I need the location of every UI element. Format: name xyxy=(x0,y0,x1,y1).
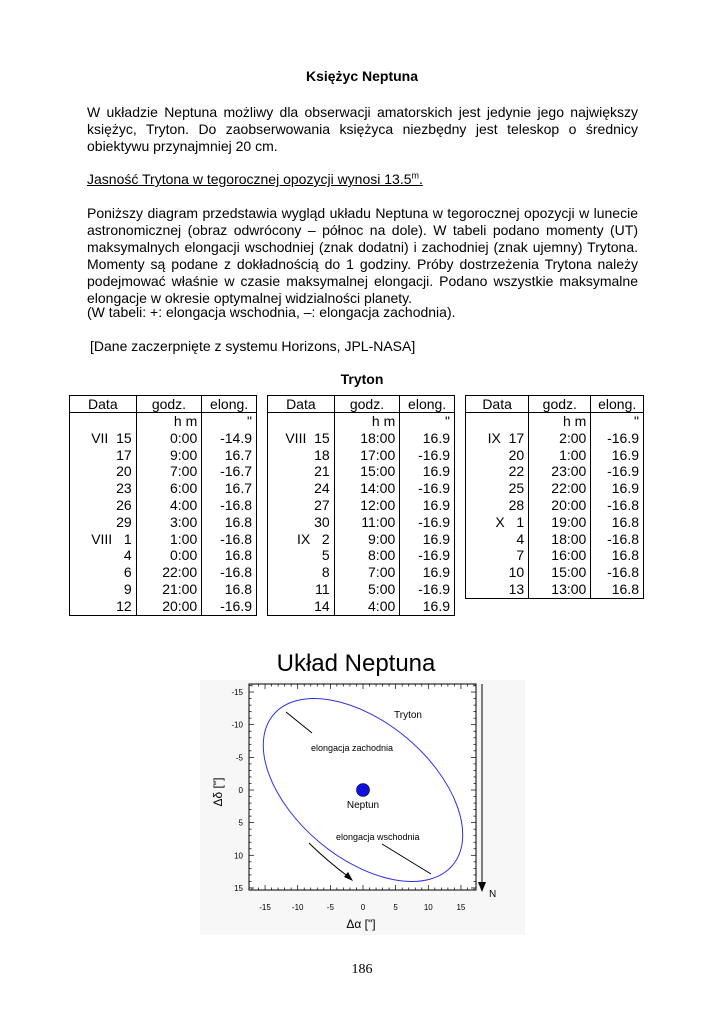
table-cell: -16.9 xyxy=(591,463,644,480)
planet-label: Neptun xyxy=(346,800,380,811)
table-row xyxy=(268,447,455,464)
column-header: elong. xyxy=(400,396,455,413)
x-tick-label: -10 xyxy=(291,903,304,912)
table-cell: 11:00 xyxy=(334,514,400,531)
unit-cell xyxy=(268,413,335,430)
table-row xyxy=(268,598,455,615)
table-cell: 16.8 xyxy=(202,514,257,531)
y-tick-label: -10 xyxy=(231,720,243,730)
table-cell: -16.9 xyxy=(591,430,644,447)
table-cell: 20:00 xyxy=(529,497,591,514)
table-cell: 4:00 xyxy=(334,598,400,615)
table-row xyxy=(466,497,644,514)
north-label: N xyxy=(489,889,497,900)
page-number: 186 xyxy=(351,962,373,977)
unit-cell xyxy=(466,413,529,430)
x-tick-label: -15 xyxy=(259,903,271,912)
table-row xyxy=(268,430,455,447)
x-tick-label: -5 xyxy=(326,903,334,912)
east-elongation-label: elongacja wschodnia xyxy=(336,832,420,842)
brightness-underlined: Jasność Trytona w tegorocznej opozycji wynosi 13.5$^m$. xyxy=(87,170,423,187)
table-cell: 12 xyxy=(116,597,132,614)
table-row xyxy=(70,430,257,447)
y-tick-label: 0 xyxy=(238,786,243,795)
table-cell: 20:00 xyxy=(136,598,202,615)
table-heading: Tryton xyxy=(340,371,384,387)
table-cell: 23:00 xyxy=(529,463,591,480)
column-header: Data xyxy=(268,396,335,413)
table-cell: -16.8 xyxy=(202,497,257,514)
table-cell: 18:00 xyxy=(334,430,400,447)
table-cell: 8:00 xyxy=(334,547,400,564)
units-row xyxy=(268,413,455,430)
table-row xyxy=(466,480,644,497)
table-cell: 0:00 xyxy=(136,430,202,447)
table-cell: 16.8 xyxy=(591,581,644,598)
table-row xyxy=(268,463,455,480)
table-row xyxy=(466,447,644,464)
table-cell: 16.9 xyxy=(400,564,455,581)
page-title: Księżyc Neptuna xyxy=(305,68,419,84)
table-row xyxy=(268,514,455,531)
table-cell: 20 xyxy=(508,446,525,463)
table-row xyxy=(70,564,257,581)
table-cell: 22 xyxy=(508,463,525,480)
table-cell: 15:00 xyxy=(334,463,400,480)
table-cell: 4 xyxy=(123,547,132,564)
unit-cell: h m xyxy=(136,413,202,430)
table-cell: 7:00 xyxy=(136,463,202,480)
table-cell: 16.9 xyxy=(591,480,644,497)
table-cell: 30 xyxy=(314,513,330,530)
table-cell: 21:00 xyxy=(136,581,202,598)
table-cell: 16.9 xyxy=(400,463,455,480)
table-row xyxy=(70,463,257,480)
table-cell: 12:00 xyxy=(334,497,400,514)
table-row xyxy=(466,547,644,564)
table-cell: 10 xyxy=(508,564,525,581)
column-header: godz. xyxy=(136,396,202,413)
table-cell: 15:00 xyxy=(529,564,591,581)
table-cell: -16.8 xyxy=(591,531,644,548)
table-cell: 16.8 xyxy=(591,514,644,531)
table-cell: 16.9 xyxy=(400,598,455,615)
source-note: [Dane zaczerpnięte z systemu Horizons, JPL-NASA] xyxy=(90,338,416,354)
neptune-system-diagram xyxy=(0,640,724,970)
table-row xyxy=(268,480,455,497)
unit-cell: h m xyxy=(334,413,400,430)
table-cell: 13 xyxy=(508,580,525,597)
west-elongation-label: elongacja zachodnia xyxy=(311,743,394,753)
table-cell: 7 xyxy=(516,547,525,564)
table-cell: 9:00 xyxy=(136,447,202,464)
table-cell: 7:00 xyxy=(334,564,400,581)
y-tick-label: 5 xyxy=(238,818,243,828)
table-cell: 16.8 xyxy=(202,547,257,564)
table-cell: -16.9 xyxy=(400,480,455,497)
table-cell: 4 xyxy=(516,530,525,547)
table-cell: 8 xyxy=(321,564,330,581)
table-cell: -16.9 xyxy=(400,447,455,464)
table-cell: -16.9 xyxy=(400,547,455,564)
table-cell: -16.8 xyxy=(202,531,257,548)
table-cell: 21 xyxy=(314,463,330,480)
y-tick-label: -5 xyxy=(235,753,243,763)
table-row xyxy=(268,547,455,564)
neptune-planet xyxy=(357,784,370,797)
y-tick-label: -15 xyxy=(231,688,243,698)
units-row xyxy=(70,413,257,430)
unit-cell: h m xyxy=(529,413,591,430)
table-cell: -16.9 xyxy=(202,598,257,615)
diagram-description: Poniższy diagram przedstawia wygląd układu Neptuna w tegorocznej opozycji w lunecie astronomicznej (obraz odwrócony – północ na dole). W tabeli podano momenty (UT) maksymalnych elongacji wschodniej (znak dodatni) i zachodniej (znak ujemny) Trytona. Momenty są podane z dokładnością do 1 godziny. Próby dostrzeżenia Trytona należy podejmować właśnie w czasie maksymalnej elongacji. Podano wszystkie maksymalne elongacje w okresie optymalnej widzialności planety. xyxy=(87,205,638,306)
table-cell: 28 xyxy=(508,496,525,513)
table-cell: 16.9 xyxy=(400,497,455,514)
table-cell: 9:00 xyxy=(334,531,400,548)
table-cell: 23 xyxy=(116,480,132,497)
moon-label: Tryton xyxy=(394,710,422,721)
table-row xyxy=(466,430,644,447)
table-row xyxy=(70,447,257,464)
table-cell: -16.9 xyxy=(400,514,455,531)
table-row xyxy=(466,564,644,581)
legend-note: (W tabeli: +: elongacja wschodnia, –: elongacja zachodnia). xyxy=(87,304,456,320)
table-cell: 24 xyxy=(314,480,330,497)
table-cell: 19:00 xyxy=(529,514,591,531)
column-header: Data xyxy=(70,396,137,413)
table-cell: 16.8 xyxy=(202,581,257,598)
x-tick-label: 5 xyxy=(393,903,398,912)
table-cell: 5:00 xyxy=(334,581,400,598)
table-cell: 14 xyxy=(314,597,330,614)
table-row xyxy=(70,547,257,564)
table-row xyxy=(70,581,257,598)
units-row xyxy=(466,413,644,430)
column-header: godz. xyxy=(529,396,591,413)
table-row xyxy=(268,564,455,581)
table-cell: IX 17 xyxy=(487,429,525,446)
table-cell: 16.7 xyxy=(202,480,257,497)
table-row xyxy=(70,598,257,615)
column-header: elong. xyxy=(202,396,257,413)
table-cell: 14:00 xyxy=(334,480,400,497)
table-row xyxy=(70,514,257,531)
table-row xyxy=(70,531,257,548)
table-row xyxy=(268,581,455,598)
table-cell: 9 xyxy=(123,580,132,597)
y-tick-label: 10 xyxy=(234,851,243,861)
table-cell: 29 xyxy=(116,513,132,530)
intro-paragraph: W układzie Neptuna możliwy dla obserwacji amatorskich jest jedynie jego największy księżyc, Tryton. Do zaobserwowania księżyca niezbędny jest teleskop o średnicy obiektywu przynajmniej 20 cm. xyxy=(87,104,638,154)
column-header: godz. xyxy=(334,396,400,413)
table-row xyxy=(466,531,644,548)
table-cell: 11 xyxy=(315,580,330,597)
table-cell: 5 xyxy=(321,547,330,564)
table-cell: 6 xyxy=(123,564,132,581)
table-cell: 13:00 xyxy=(529,581,591,598)
table-cell: VIII 1 xyxy=(91,530,132,547)
table-row xyxy=(70,497,257,514)
unit-cell: " xyxy=(591,413,644,430)
table-cell: 16.9 xyxy=(591,447,644,464)
table-cell: 20 xyxy=(116,463,132,480)
table-cell: -16.9 xyxy=(400,581,455,598)
table-row xyxy=(466,463,644,480)
table-cell: 16.7 xyxy=(202,447,257,464)
table-cell: 2:00 xyxy=(529,430,591,447)
table-row xyxy=(70,480,257,497)
table-cell: 0:00 xyxy=(136,547,202,564)
y-axis-label: Δδ ["] xyxy=(211,777,225,807)
table-cell: 22:00 xyxy=(136,564,202,581)
table-row xyxy=(466,581,644,598)
elongation-table-3 xyxy=(465,395,644,599)
x-tick-label: 0 xyxy=(360,903,366,912)
table-row xyxy=(268,531,455,548)
table-cell: X 1 xyxy=(495,513,525,530)
unit-cell: " xyxy=(400,413,455,430)
table-cell: 6:00 xyxy=(136,480,202,497)
y-tick-label: 15 xyxy=(234,883,243,893)
table-cell: 1:00 xyxy=(529,447,591,464)
x-axis-label: Δα ["] xyxy=(346,917,376,931)
table-cell: VIII 15 xyxy=(285,429,330,446)
brightness-paragraph xyxy=(87,171,638,188)
x-tick-label: 15 xyxy=(456,903,466,912)
table-cell: -16.8 xyxy=(202,564,257,581)
table-cell: 25 xyxy=(508,480,525,497)
elongation-table-2 xyxy=(267,395,455,616)
unit-cell xyxy=(70,413,137,430)
table-cell: 22:00 xyxy=(529,480,591,497)
table-cell: 16.9 xyxy=(400,531,455,548)
column-header: Data xyxy=(466,396,529,413)
column-header: elong. xyxy=(591,396,644,413)
table-cell: 17:00 xyxy=(334,447,400,464)
table-cell: 18 xyxy=(314,446,330,463)
table-cell: -14.9 xyxy=(202,430,257,447)
table-row xyxy=(466,514,644,531)
table-cell: 16.9 xyxy=(400,430,455,447)
table-cell: 16.8 xyxy=(591,547,644,564)
diagram-title: Układ Neptuna xyxy=(276,650,436,677)
unit-cell: " xyxy=(202,413,257,430)
table-cell: -16.8 xyxy=(591,564,644,581)
table-cell: VII 15 xyxy=(91,429,132,446)
table-cell: 4:00 xyxy=(136,497,202,514)
elongation-table-1 xyxy=(69,395,257,616)
table-cell: 26 xyxy=(116,496,132,513)
table-cell: 27 xyxy=(314,496,330,513)
table-cell: 18:00 xyxy=(529,531,591,548)
table-cell: -16.8 xyxy=(591,497,644,514)
x-tick-label: 10 xyxy=(423,903,433,912)
table-cell: -16.7 xyxy=(202,463,257,480)
table-cell: 3:00 xyxy=(136,514,202,531)
table-cell: IX 2 xyxy=(297,530,330,547)
table-cell: 16:00 xyxy=(529,547,591,564)
table-row xyxy=(268,497,455,514)
table-cell: 1:00 xyxy=(136,531,202,548)
table-cell: 17 xyxy=(116,446,132,463)
